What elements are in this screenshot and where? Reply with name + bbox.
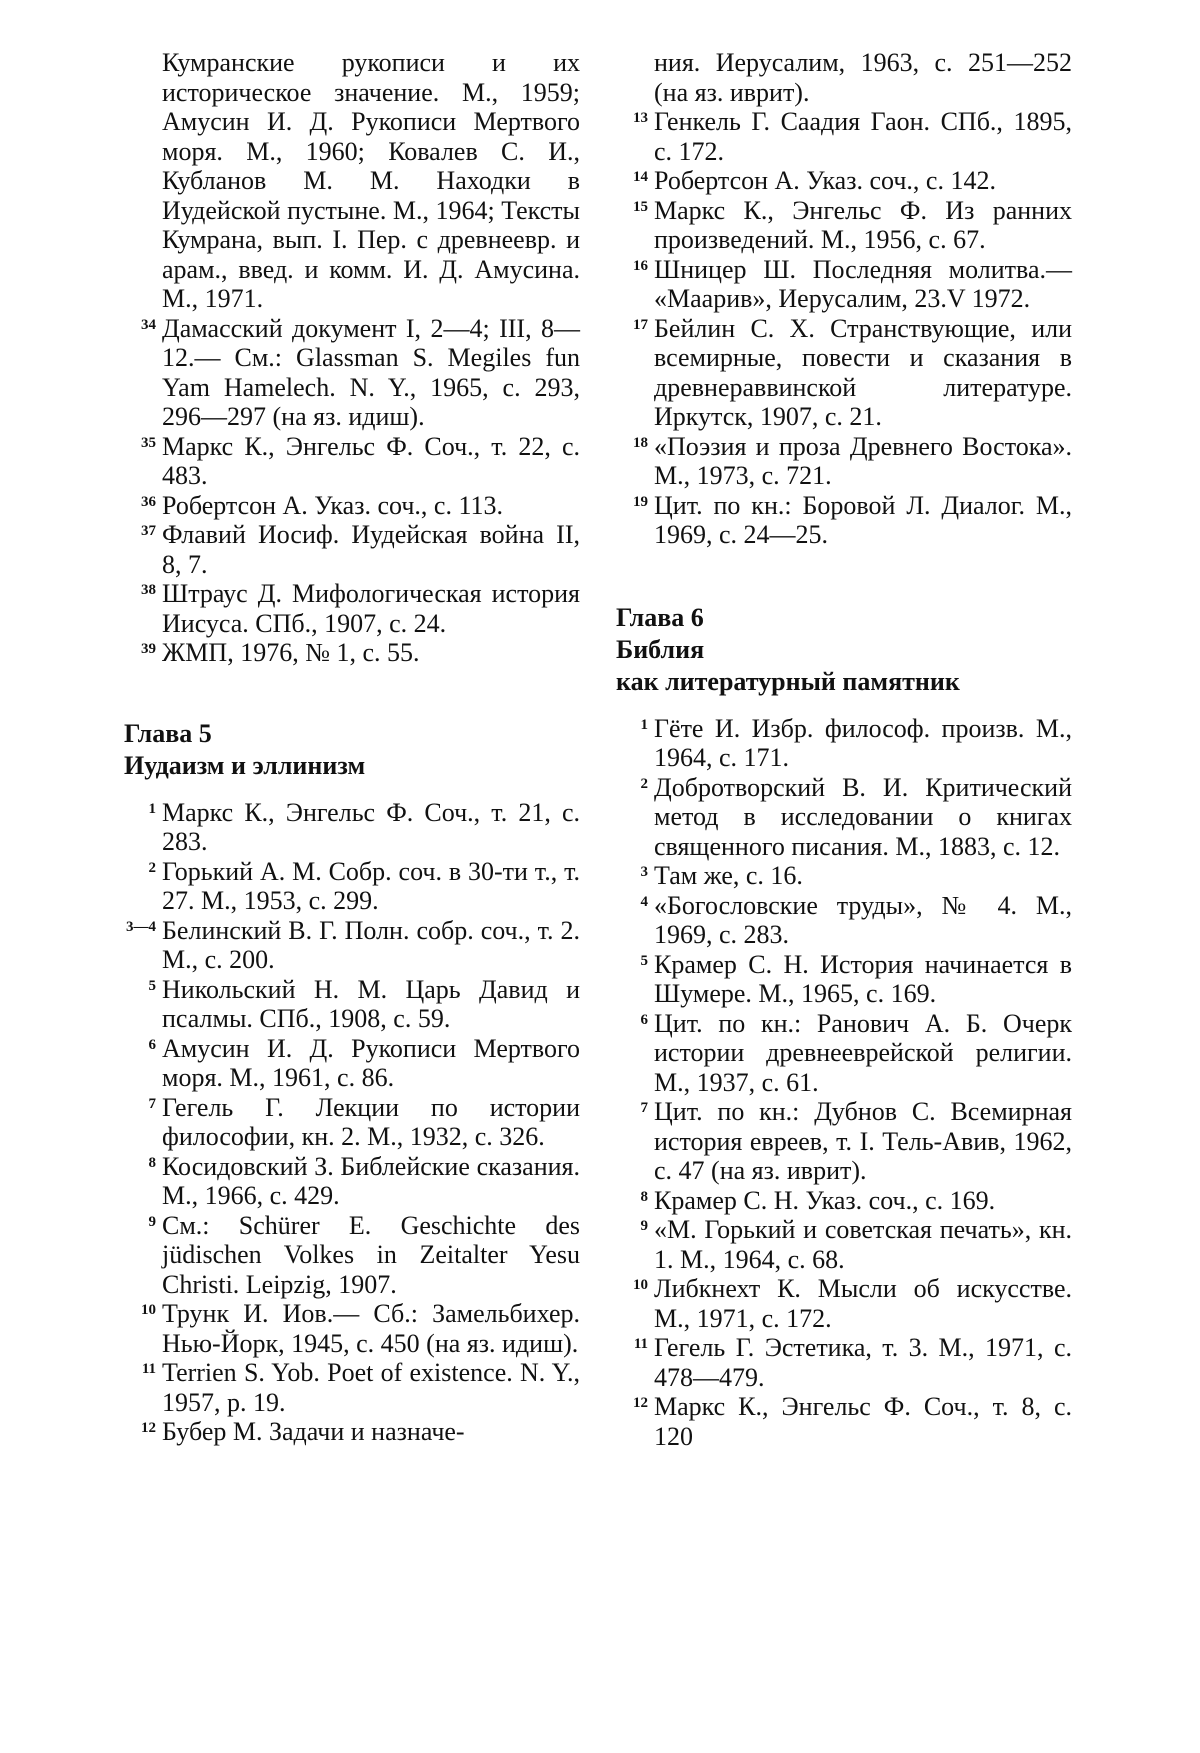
footnote-text: Крамер С. Н. История начинается в Шумере. М., 1965, с. 169. bbox=[654, 949, 1072, 1008]
footnote bbox=[616, 714, 1072, 773]
footnote-text: «М. Горький и советская печать», кн. 1. М., 1964, с. 68. bbox=[654, 1215, 1072, 1274]
footnote bbox=[616, 950, 1072, 1009]
footnote-number: 11 bbox=[141, 1361, 156, 1377]
footnote bbox=[124, 1211, 580, 1300]
footnote bbox=[616, 1392, 1072, 1451]
footnote bbox=[616, 1009, 1072, 1098]
footnote-number: 1 bbox=[148, 800, 156, 817]
footnote bbox=[124, 48, 580, 314]
chapter-title-line: как литературный памятник bbox=[616, 666, 960, 696]
footnote-number: 9 bbox=[640, 1218, 648, 1234]
footnote bbox=[124, 1152, 580, 1211]
footnote-number: 5 bbox=[148, 977, 156, 994]
footnote-text: См.: Schürer E. Geschichte des jüdischen Volkes in Zeitalter Yesu Christi. Leipzig, 1907. bbox=[162, 1210, 580, 1299]
footnote bbox=[616, 255, 1072, 314]
footnote bbox=[616, 314, 1072, 432]
footnote bbox=[124, 520, 580, 579]
footnote-text: Амусин И. Д. Рукописи Мертвого моря. М., 1961, с. 86. bbox=[162, 1033, 580, 1092]
footnote bbox=[616, 48, 1072, 107]
footnote bbox=[124, 432, 580, 491]
footnote-number: 7 bbox=[148, 1095, 156, 1112]
footnote-text: Никольский Н. М. Царь Давид и псалмы. СПб., 1908, с. 59. bbox=[162, 974, 580, 1033]
footnote-text: Цит. по кн.: Дубнов С. Всемирная история евреев, т. I. Тель-Авив, 1962, с. 47 (на яз. иврит). bbox=[654, 1097, 1072, 1185]
footnote bbox=[124, 1299, 580, 1358]
footnote-text: Маркс К., Энгельс Ф. Соч., т. 22, с. 483. bbox=[162, 431, 580, 490]
chapter-title bbox=[616, 634, 1072, 698]
footnote-number: 11 bbox=[633, 1336, 648, 1352]
footnote-number: 12 bbox=[633, 1395, 648, 1411]
footnote-text: Флавий Иосиф. Иудейская война II, 8, 7. bbox=[162, 520, 580, 579]
left-column bbox=[124, 48, 580, 1447]
footnote-text: Гёте И. Избр. философ. произв. М., 1964, с. 171. bbox=[654, 713, 1072, 772]
footnote-text: Кумранские рукописи и их историческое значение. М., 1959; Амусин И. Д. Рукописи Мертвого моря. М., 1960; Ковалев С. И., Кубланов М. М. Находки в Иудейской пустыне. М., 1964; Тексты Кумрана, вып. I. Пер. с древнеевр. и арам., введ. и комм. И. Д. Амусина. М., 1971. bbox=[162, 48, 580, 313]
footnote-text: Робертсон А. Указ. соч., с. 142. bbox=[654, 166, 996, 195]
footnote-number: 6 bbox=[640, 1011, 648, 1028]
footnote-text: Генкель Г. Саадия Гаон. СПб., 1895, с. 172. bbox=[654, 107, 1072, 166]
footnote bbox=[124, 491, 580, 521]
footnote-number: 15 bbox=[633, 198, 648, 215]
footnote-number: 10 bbox=[633, 1277, 648, 1293]
footnote-number: 3—4 bbox=[126, 918, 156, 935]
footnote-number: 39 bbox=[141, 641, 156, 657]
chapter-number: Глава 5 bbox=[124, 718, 212, 748]
footnote-number: 35 bbox=[141, 434, 156, 451]
footnote bbox=[616, 1333, 1072, 1392]
footnote-text: Маркс К., Энгельс Ф. Соч., т. 8, с. 120 bbox=[654, 1392, 1072, 1451]
footnote-text: Трунк И. Иов.— Сб.: Замельбихер. Нью-Йорк, 1945, с. 450 (на яз. идиш). bbox=[162, 1299, 580, 1358]
footnote-number: 8 bbox=[148, 1154, 156, 1171]
footnote bbox=[616, 491, 1072, 550]
footnote bbox=[616, 891, 1072, 950]
footnote-number: 3 bbox=[640, 864, 648, 880]
footnote-number: 16 bbox=[633, 257, 648, 274]
footnote-text: Гегель Г. Эстетика, т. 3. М., 1971, с. 478—479. bbox=[654, 1333, 1072, 1392]
footnote bbox=[124, 1034, 580, 1093]
footnote bbox=[616, 432, 1072, 491]
footnote-number: 2 bbox=[148, 859, 156, 876]
footnote bbox=[616, 1097, 1072, 1186]
footnote-text: Белинский В. Г. Полн. собр. соч., т. 2. М., с. 200. bbox=[162, 915, 580, 974]
footnote-number: 38 bbox=[141, 582, 156, 598]
footnote bbox=[124, 857, 580, 916]
footnote-number: 37 bbox=[141, 523, 156, 539]
footnote-text: Гегель Г. Лекции по истории философии, кн. 2. М., 1932, с. 326. bbox=[162, 1092, 580, 1151]
footnote-number: 12 bbox=[141, 1420, 156, 1436]
footnote-number: 19 bbox=[633, 493, 648, 510]
footnote bbox=[124, 1093, 580, 1152]
footnote-text: Робертсон А. Указ. соч., с. 113. bbox=[162, 490, 503, 520]
footnote-text: Крамер С. Н. Указ. соч., с. 169. bbox=[654, 1185, 996, 1215]
footnote bbox=[124, 1358, 580, 1417]
footnote-number: 4 bbox=[640, 893, 648, 910]
footnote-text: Бубер М. Задачи и назначе- bbox=[162, 1417, 465, 1446]
footnote-number: 10 bbox=[141, 1302, 156, 1318]
footnote bbox=[616, 166, 1072, 196]
footnote-text: Дамасский документ I, 2—4; III, 8—12.— См.: Glassman S. Megiles fun Yam Hamelech. N. Y., 1965, с. 293, 296—297 (на яз. идиш). bbox=[162, 313, 580, 431]
footnote bbox=[616, 861, 1072, 891]
chapter-title: Иудаизм и эллинизм bbox=[124, 750, 366, 780]
footnote bbox=[124, 975, 580, 1034]
footnote-text: «Богословские труды», № 4. М., 1969, с. 283. bbox=[654, 890, 1072, 949]
chapter-number: Глава 6 bbox=[616, 602, 704, 632]
footnote-number: 36 bbox=[141, 493, 156, 510]
footnote bbox=[124, 916, 580, 975]
footnote-number: 18 bbox=[633, 434, 648, 451]
footnote-text: Цит. по кн.: Ранович А. Б. Очерк истории древнееврейской религии. М., 1937, с. 61. bbox=[654, 1008, 1072, 1097]
footnote-number: 9 bbox=[148, 1213, 156, 1230]
footnote bbox=[124, 798, 580, 857]
footnote-text: Косидовский З. Библейские сказания. М., 1966, с. 429. bbox=[162, 1151, 580, 1210]
footnote-number: 17 bbox=[633, 316, 648, 333]
footnote-text: Цит. по кн.: Боровой Л. Диалог. М., 1969, с. 24—25. bbox=[654, 490, 1072, 549]
footnote bbox=[124, 314, 580, 432]
footnote bbox=[616, 773, 1072, 862]
footnote-text: Либкнехт К. Мысли об искусстве. М., 1971, с. 172. bbox=[654, 1274, 1072, 1333]
footnote bbox=[616, 196, 1072, 255]
footnote-number: 7 bbox=[640, 1100, 648, 1116]
footnote-number: 1 bbox=[640, 716, 648, 733]
right-column bbox=[616, 48, 1072, 1451]
footnote bbox=[124, 579, 580, 638]
footnote bbox=[616, 1186, 1072, 1216]
chapter-title-line: Библия bbox=[616, 634, 705, 664]
footnote bbox=[616, 107, 1072, 166]
footnote-text: ЖМП, 1976, № 1, с. 55. bbox=[162, 638, 420, 667]
footnote-number: 5 bbox=[640, 952, 648, 969]
footnote bbox=[124, 1417, 580, 1447]
footnote-number: 2 bbox=[640, 775, 648, 792]
footnote bbox=[124, 638, 580, 668]
footnote-text: Terrien S. Yob. Poet of existence. N. Y., 1957, p. 19. bbox=[162, 1358, 580, 1417]
footnote-text: Добротворский В. И. Критический метод в исследовании о книгах священного писания. М., 1883, с. 12. bbox=[654, 772, 1072, 861]
footnote bbox=[616, 1274, 1072, 1333]
footnote-text: Маркс К., Энгельс Ф. Из ранних произведений. М., 1956, с. 67. bbox=[654, 195, 1072, 254]
footnote-text: Шницер Ш. Последняя молитва.— «Маарив», Иерусалим, 23.V 1972. bbox=[654, 254, 1072, 313]
footnote-number: 6 bbox=[148, 1036, 156, 1053]
footnote-number: 13 bbox=[633, 110, 648, 126]
footnote-number: 14 bbox=[633, 169, 648, 185]
footnote-text: «Поэзия и проза Древнего Востока». М., 1973, с. 721. bbox=[654, 431, 1072, 490]
footnote-number: 34 bbox=[141, 316, 156, 333]
footnote-text: Маркс К., Энгельс Ф. Соч., т. 21, с. 283. bbox=[162, 797, 580, 856]
footnote-text: Там же, с. 16. bbox=[654, 861, 803, 890]
footnote-text: Штраус Д. Мифологическая история Иисуса. СПб., 1907, с. 24. bbox=[162, 579, 580, 638]
footnote-text: ния. Иерусалим, 1963, с. 251—252 (на яз. иврит). bbox=[654, 48, 1072, 107]
footnote-number: 8 bbox=[640, 1188, 648, 1205]
footnote-text: Бейлин С. Х. Странствующие, или всемирные, повести и сказания в древнераввинской литературе. Иркутск, 1907, с. 21. bbox=[654, 313, 1072, 431]
footnote-text: Горький А. М. Собр. соч. в 30-ти т., т. 27. М., 1953, с. 299. bbox=[162, 856, 580, 915]
footnote bbox=[616, 1215, 1072, 1274]
